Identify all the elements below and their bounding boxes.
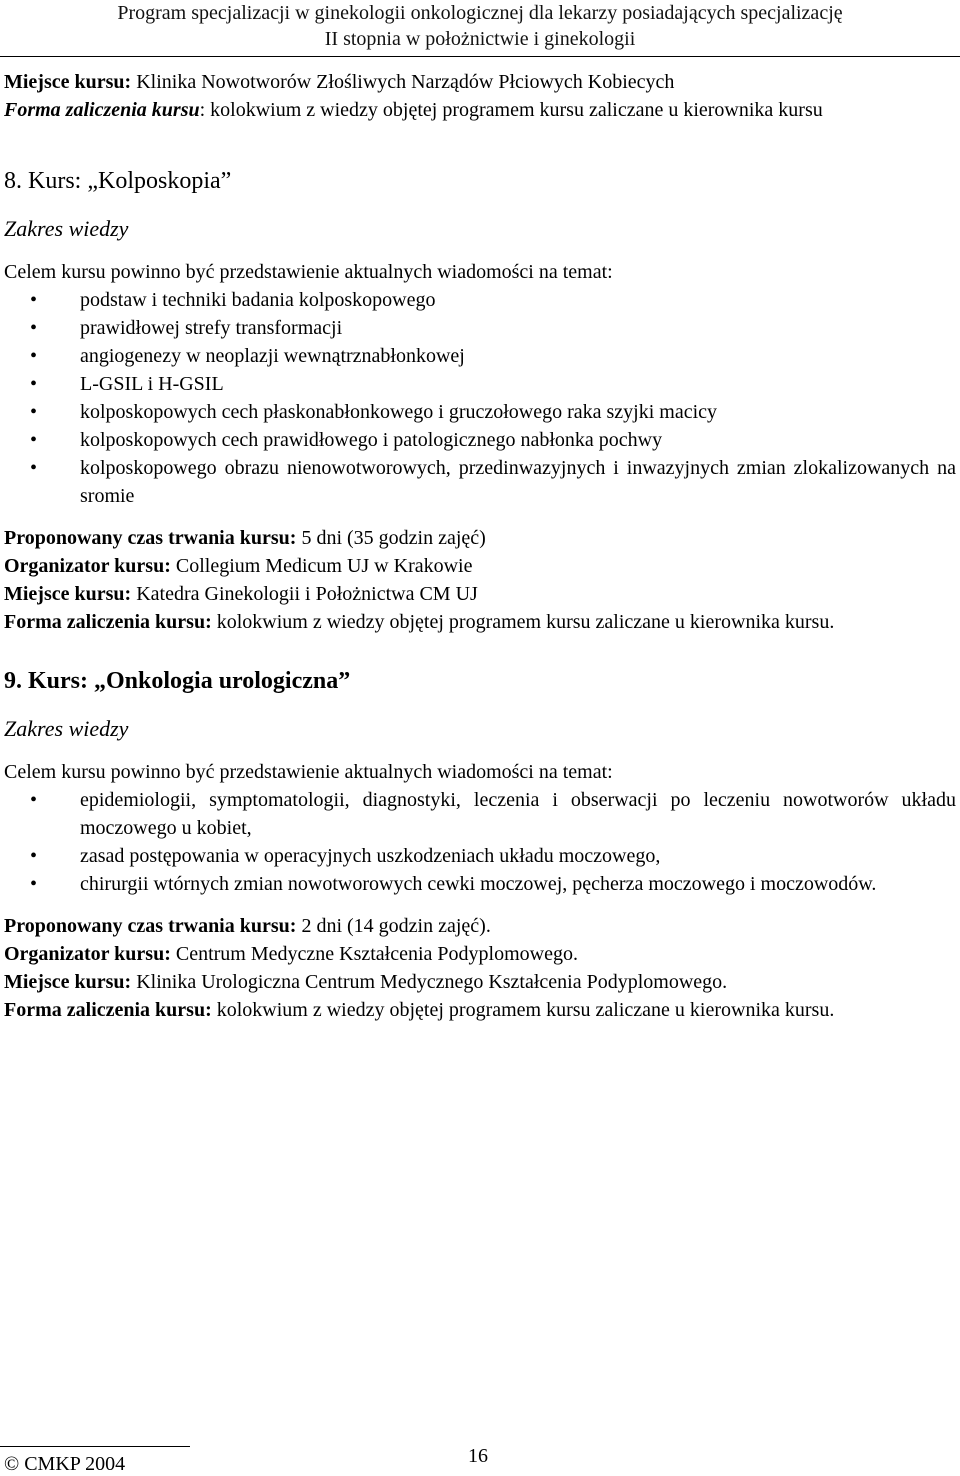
prev-course-form — [4, 96, 956, 124]
duration-value: 2 dni (14 godzin zajęć). — [296, 915, 491, 937]
duration-value: 5 dni (35 godzin zajęć) — [296, 527, 486, 549]
course-9-intro: Celem kursu powinno być przedstawienie aktualnych wiadomości na temat: — [4, 761, 613, 783]
form-label: Forma zaliczenia kursu: — [4, 611, 212, 633]
list-item: • angiogenezy w neoplazji wewnątrznabłonkowej — [4, 342, 956, 370]
form-value: kolokwium z wiedzy objętej programem kursu zaliczane u kierownika kursu. — [211, 999, 835, 1021]
place-value: Klinika Urologiczna Centrum Medycznego Kształcenia Podyplomowego. — [131, 971, 728, 993]
course-9-title: 9. Kurs: „Onkologia urologiczna” — [4, 668, 351, 694]
course-8-form — [4, 608, 956, 636]
duration-label: Proponowany czas trwania kursu: — [4, 915, 297, 937]
course-9-form — [4, 996, 956, 1024]
form-label: Forma zaliczenia kursu: — [4, 999, 212, 1021]
page-footer — [0, 1436, 960, 1476]
course-9-organizer — [4, 940, 956, 968]
duration-label: Proponowany czas trwania kursu: — [4, 527, 297, 549]
organizer-value: Centrum Medyczne Kształcenia Podyplomowego. — [170, 943, 578, 965]
form-value: kolokwium z wiedzy objętej programem kursu zaliczane u kierownika kursu. — [211, 611, 835, 633]
course-9-topic-list — [4, 786, 956, 898]
organizer-label: Organizator kursu: — [4, 555, 171, 577]
place-label: Miejsce kursu: — [4, 71, 132, 93]
course-9-place — [4, 968, 956, 996]
page-content — [4, 68, 956, 1024]
course-8-duration — [4, 524, 956, 552]
header-line-2: II stopnia w położnictwie i ginekologii — [324, 28, 636, 50]
course-9-section-title: Zakres wiedzy — [4, 716, 129, 741]
place-label: Miejsce kursu: — [4, 583, 132, 605]
place-label: Miejsce kursu: — [4, 971, 132, 993]
list-item: • podstaw i techniki badania kolposkopowego — [4, 286, 956, 314]
organizer-value: Collegium Medicum UJ w Krakowie — [170, 555, 473, 577]
page-number: 16 — [468, 1445, 488, 1467]
course-8-section-title: Zakres wiedzy — [4, 216, 129, 241]
list-item: • kolposkopowego obrazu nienowotworowych, przedinwazyjnych i inwazyjnych zmian zlokalizowanych na sromie — [4, 454, 956, 510]
form-label: Forma zaliczenia kursu — [4, 99, 200, 121]
header-divider — [0, 56, 960, 57]
list-item: • L-GSIL i H-GSIL — [4, 370, 956, 398]
header-line-1: Program specjalizacji w ginekologii onkologicznej dla lekarzy posiadających specjalizację — [117, 2, 843, 24]
prev-course-place — [4, 68, 956, 96]
place-value: Klinika Nowotworów Złośliwych Narządów Płciowych Kobiecych — [131, 71, 675, 93]
course-8-intro: Celem kursu powinno być przedstawienie aktualnych wiadomości na temat: — [4, 261, 613, 283]
course-9-duration — [4, 912, 956, 940]
list-item: • epidemiologii, symptomatologii, diagnostyki, leczenia i obserwacji po leczeniu nowotworów układu moczowego u kobiet, — [4, 786, 956, 842]
list-item: • kolposkopowych cech prawidłowego i patologicznego nabłonka pochwy — [4, 426, 956, 454]
running-header — [0, 0, 960, 52]
list-item: • prawidłowej strefy transformacji — [4, 314, 956, 342]
course-8-title: 8. Kurs: „Kolposkopia” — [4, 168, 232, 194]
organizer-label: Organizator kursu: — [4, 943, 171, 965]
form-value: : kolokwium z wiedzy objętej programem kursu zaliczane u kierownika kursu — [199, 99, 823, 121]
place-value: Katedra Ginekologii i Położnictwa CM UJ — [131, 583, 478, 605]
footer-divider — [0, 1446, 190, 1447]
list-item: • chirurgii wtórnych zmian nowotworowych cewki moczowej, pęcherza moczowego i moczowodów. — [4, 870, 956, 898]
course-8-place — [4, 580, 956, 608]
list-item: • zasad postępowania w operacyjnych uszkodzeniach układu moczowego, — [4, 842, 956, 870]
footer-copyright: © CMKP 2004 — [4, 1453, 126, 1475]
course-8-organizer — [4, 552, 956, 580]
course-8-topic-list — [4, 286, 956, 510]
list-item: • kolposkopowych cech płaskonabłonkowego i gruczołowego raka szyjki macicy — [4, 398, 956, 426]
